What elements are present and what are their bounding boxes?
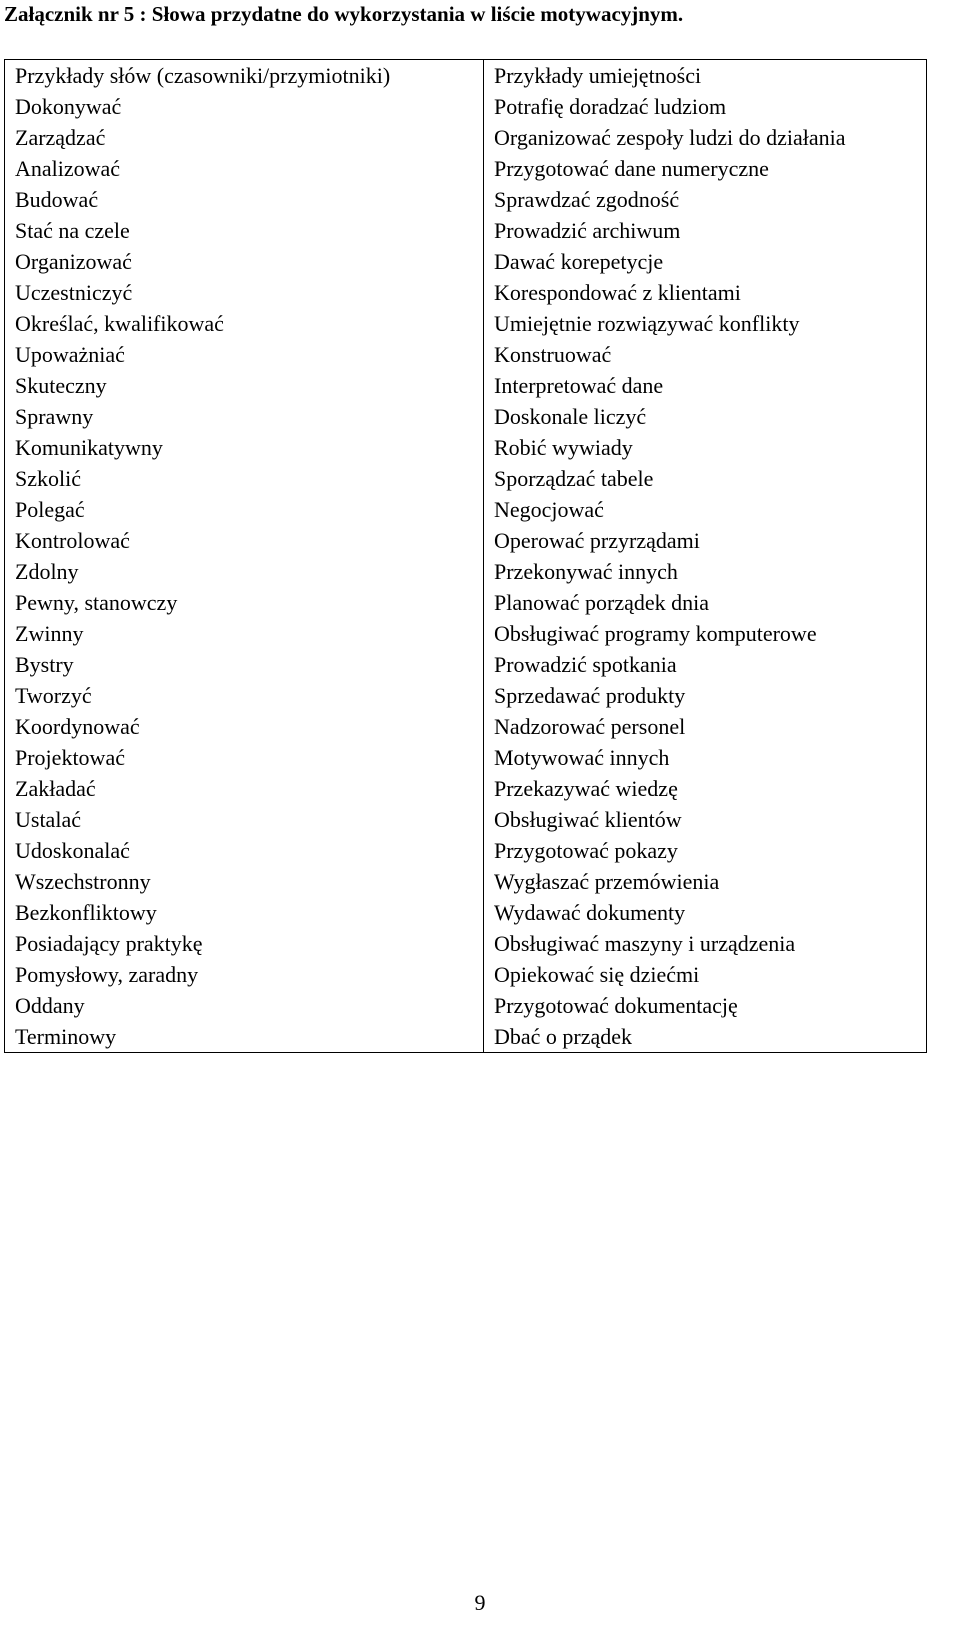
word-cell: Organizować (5, 246, 484, 277)
words-skills-table (4, 59, 927, 1053)
table-row (5, 246, 927, 277)
page-number: 9 (474, 1590, 486, 1615)
skill-cell: Przekonywać innych (484, 556, 927, 587)
word-cell: Bystry (5, 649, 484, 680)
skill-cell: Wydawać dokumenty (484, 897, 927, 928)
table-row (5, 525, 927, 556)
table-row (5, 122, 927, 153)
skill-cell: Przygotować dokumentację (484, 990, 927, 1021)
word-cell: Kontrolować (5, 525, 484, 556)
word-cell: Dokonywać (5, 91, 484, 122)
skill-cell: Sprzedawać produkty (484, 680, 927, 711)
skill-cell: Planować porządek dnia (484, 587, 927, 618)
table-row (5, 587, 927, 618)
word-cell: Tworzyć (5, 680, 484, 711)
table-row (5, 866, 927, 897)
skill-cell: Opiekować się dziećmi (484, 959, 927, 990)
word-cell: Komunikatywny (5, 432, 484, 463)
word-cell: Uczestniczyć (5, 277, 484, 308)
skill-cell: Sporządzać tabele (484, 463, 927, 494)
table-row (5, 432, 927, 463)
table-row (5, 618, 927, 649)
table-row (5, 773, 927, 804)
table-row (5, 339, 927, 370)
word-cell: Stać na czele (5, 215, 484, 246)
table-row (5, 556, 927, 587)
word-cell: Koordynować (5, 711, 484, 742)
skill-cell: Dawać korepetycje (484, 246, 927, 277)
table-row (5, 990, 927, 1021)
word-cell: Zarządzać (5, 122, 484, 153)
skill-cell: Prowadzić spotkania (484, 649, 927, 680)
word-cell: Zakładać (5, 773, 484, 804)
word-cell: Bezkonfliktowy (5, 897, 484, 928)
word-cell: Wszechstronny (5, 866, 484, 897)
word-cell: Oddany (5, 990, 484, 1021)
table-body (5, 91, 927, 1053)
header-skills: Przykłady umiejętności (484, 60, 927, 92)
skill-cell: Negocjować (484, 494, 927, 525)
table-row (5, 494, 927, 525)
skill-cell: Prowadzić archiwum (484, 215, 927, 246)
word-cell: Pomysłowy, zaradny (5, 959, 484, 990)
table-header-row (5, 60, 927, 92)
skill-cell: Obsługiwać maszyny i urządzenia (484, 928, 927, 959)
word-cell: Terminowy (5, 1021, 484, 1053)
table-row (5, 308, 927, 339)
table-row (5, 215, 927, 246)
word-cell: Szkolić (5, 463, 484, 494)
skill-cell: Obsługiwać klientów (484, 804, 927, 835)
skill-cell: Organizować zespoły ludzi do działania (484, 122, 927, 153)
word-cell: Określać, kwalifikować (5, 308, 484, 339)
table-row (5, 153, 927, 184)
skill-cell: Sprawdzać zgodność (484, 184, 927, 215)
skill-cell: Przygotować dane numeryczne (484, 153, 927, 184)
word-cell: Projektować (5, 742, 484, 773)
table-row (5, 711, 927, 742)
skill-cell: Umiejętnie rozwiązywać konflikty (484, 308, 927, 339)
skill-cell: Robić wywiady (484, 432, 927, 463)
skill-cell: Korespondować z klientami (484, 277, 927, 308)
word-cell: Pewny, stanowczy (5, 587, 484, 618)
word-cell: Budować (5, 184, 484, 215)
skill-cell: Nadzorować personel (484, 711, 927, 742)
table-row (5, 804, 927, 835)
skill-cell: Dbać o prządek (484, 1021, 927, 1053)
word-cell: Zwinny (5, 618, 484, 649)
word-cell: Skuteczny (5, 370, 484, 401)
skill-cell: Obsługiwać programy komputerowe (484, 618, 927, 649)
word-cell: Udoskonalać (5, 835, 484, 866)
word-cell: Ustalać (5, 804, 484, 835)
word-cell: Analizować (5, 153, 484, 184)
word-cell: Upoważniać (5, 339, 484, 370)
skill-cell: Motywować innych (484, 742, 927, 773)
skill-cell: Doskonale liczyć (484, 401, 927, 432)
header-words: Przykłady słów (czasowniki/przymiotniki) (5, 60, 484, 92)
skill-cell: Przekazywać wiedzę (484, 773, 927, 804)
skill-cell: Wygłaszać przemówienia (484, 866, 927, 897)
table-row (5, 463, 927, 494)
table-row (5, 680, 927, 711)
skill-cell: Interpretować dane (484, 370, 927, 401)
table-row (5, 91, 927, 122)
skill-cell: Operować przyrządami (484, 525, 927, 556)
skill-cell: Konstruować (484, 339, 927, 370)
table-row (5, 401, 927, 432)
table-row (5, 649, 927, 680)
table-row (5, 928, 927, 959)
word-cell: Polegać (5, 494, 484, 525)
table-row (5, 370, 927, 401)
table-row (5, 959, 927, 990)
table-row (5, 1021, 927, 1053)
document-heading: Załącznik nr 5 : Słowa przydatne do wykorzystania w liście motywacyjnym. (4, 2, 684, 26)
skill-cell: Przygotować pokazy (484, 835, 927, 866)
table-row (5, 835, 927, 866)
skill-cell: Potrafię doradzać ludziom (484, 91, 927, 122)
word-cell: Zdolny (5, 556, 484, 587)
table-row (5, 277, 927, 308)
table-row (5, 742, 927, 773)
table-row (5, 897, 927, 928)
word-cell: Sprawny (5, 401, 484, 432)
table-row (5, 184, 927, 215)
word-cell: Posiadający praktykę (5, 928, 484, 959)
